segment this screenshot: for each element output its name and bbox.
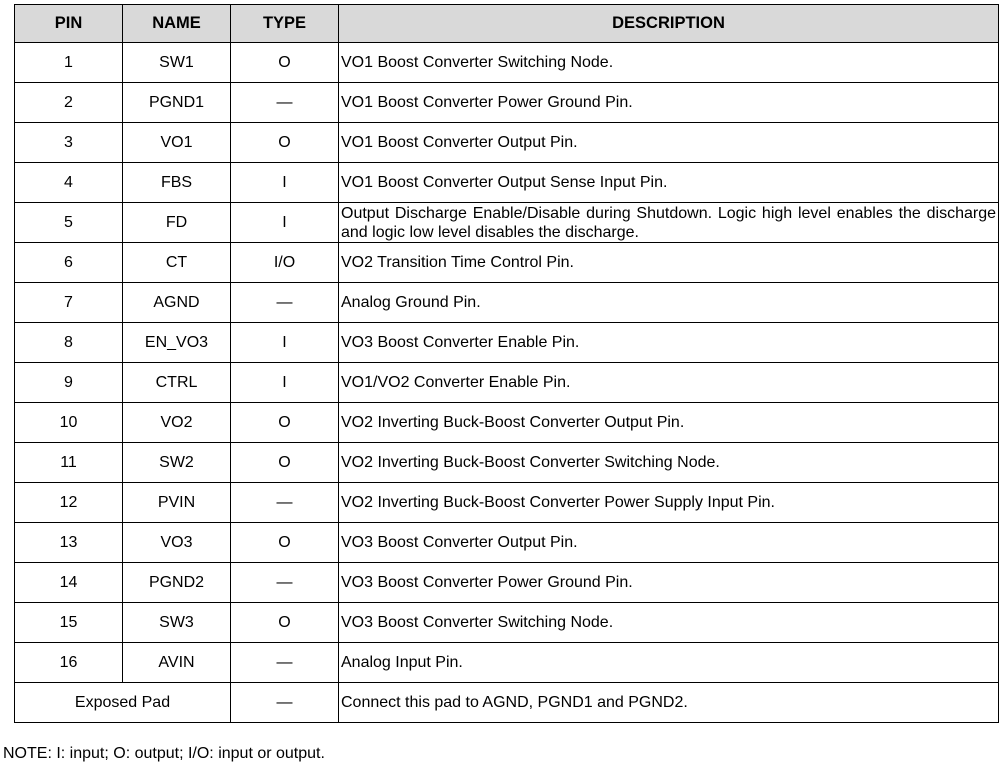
- pin-description: VO1 Boost Converter Output Sense Input Pin.: [339, 163, 999, 203]
- table-body: [15, 43, 999, 723]
- table-row: [15, 403, 999, 443]
- pin-description: VO3 Boost Converter Output Pin.: [339, 523, 999, 563]
- header-row: [15, 5, 999, 43]
- pin-type: O: [231, 523, 339, 563]
- pin-number: 11: [15, 443, 123, 483]
- pin-number: 5: [15, 203, 123, 243]
- pin-type: I: [231, 323, 339, 363]
- pin-type: —: [231, 563, 339, 603]
- pin-name: VO1: [123, 123, 231, 163]
- pin-description: VO3 Boost Converter Enable Pin.: [339, 323, 999, 363]
- pin-description: VO2 Inverting Buck-Boost Converter Output Pin.: [339, 403, 999, 443]
- table-row: [15, 603, 999, 643]
- pin-type: O: [231, 403, 339, 443]
- exposed-pad-description: Connect this pad to AGND, PGND1 and PGND2.: [339, 683, 999, 723]
- pin-number: 15: [15, 603, 123, 643]
- pin-description: Analog Ground Pin.: [339, 283, 999, 323]
- pin-number: 2: [15, 83, 123, 123]
- pin-description: VO1 Boost Converter Output Pin.: [339, 123, 999, 163]
- header-description: DESCRIPTION: [339, 5, 999, 43]
- table-row: [15, 83, 999, 123]
- table-row: [15, 443, 999, 483]
- pin-name: VO2: [123, 403, 231, 443]
- pin-number: 16: [15, 643, 123, 683]
- pin-description: VO1/VO2 Converter Enable Pin.: [339, 363, 999, 403]
- table-note: NOTE: I: input; O: output; I/O: input or output.: [3, 745, 325, 762]
- table-row: [15, 243, 999, 283]
- table-row: [15, 163, 999, 203]
- pin-description: VO2 Inverting Buck-Boost Converter Switching Node.: [339, 443, 999, 483]
- pin-name: PVIN: [123, 483, 231, 523]
- header-pin: PIN: [15, 5, 123, 43]
- pin-number: 14: [15, 563, 123, 603]
- pin-name: SW2: [123, 443, 231, 483]
- pin-name: EN_VO3: [123, 323, 231, 363]
- pin-type: O: [231, 443, 339, 483]
- pin-number: 7: [15, 283, 123, 323]
- pin-description: VO2 Inverting Buck-Boost Converter Power Supply Input Pin.: [339, 483, 999, 523]
- table-row: [15, 363, 999, 403]
- pin-description: VO2 Transition Time Control Pin.: [339, 243, 999, 283]
- pin-number: 6: [15, 243, 123, 283]
- exposed-pad-type: —: [231, 683, 339, 723]
- pin-type: —: [231, 643, 339, 683]
- pin-type: O: [231, 123, 339, 163]
- table-header: [15, 5, 999, 43]
- pin-description: Analog Input Pin.: [339, 643, 999, 683]
- table-row: [15, 323, 999, 363]
- pin-name: FD: [123, 203, 231, 243]
- pin-number: 12: [15, 483, 123, 523]
- pin-number: 9: [15, 363, 123, 403]
- pin-description: Output Discharge Enable/Disable during Shutdown. Logic high level enables the discharge and logic low level disables the discharge.: [339, 203, 999, 243]
- table-row: [15, 283, 999, 323]
- table-row: [15, 483, 999, 523]
- exposed-pad-label: Exposed Pad: [15, 683, 231, 723]
- pin-name: AGND: [123, 283, 231, 323]
- pin-name: SW3: [123, 603, 231, 643]
- pin-description: VO1 Boost Converter Switching Node.: [339, 43, 999, 83]
- pin-type: —: [231, 283, 339, 323]
- pin-type: I: [231, 363, 339, 403]
- pin-name: PGND2: [123, 563, 231, 603]
- pin-description: VO1 Boost Converter Power Ground Pin.: [339, 83, 999, 123]
- pin-name: PGND1: [123, 83, 231, 123]
- table-row: [15, 563, 999, 603]
- pin-name: FBS: [123, 163, 231, 203]
- pin-name: CT: [123, 243, 231, 283]
- pin-number: 3: [15, 123, 123, 163]
- pin-number: 4: [15, 163, 123, 203]
- table-row: [15, 523, 999, 563]
- pin-name: CTRL: [123, 363, 231, 403]
- pin-type: —: [231, 83, 339, 123]
- pin-type: I: [231, 163, 339, 203]
- pin-number: 13: [15, 523, 123, 563]
- pin-name: SW1: [123, 43, 231, 83]
- pin-number: 10: [15, 403, 123, 443]
- table-row: [15, 203, 999, 243]
- table-row: [15, 643, 999, 683]
- pin-type: I/O: [231, 243, 339, 283]
- pin-description: VO3 Boost Converter Switching Node.: [339, 603, 999, 643]
- table-row: [15, 123, 999, 163]
- pin-type: I: [231, 203, 339, 243]
- pin-name: AVIN: [123, 643, 231, 683]
- pin-type: —: [231, 483, 339, 523]
- pin-number: 8: [15, 323, 123, 363]
- header-name: NAME: [123, 5, 231, 43]
- pin-name: VO3: [123, 523, 231, 563]
- pin-description: VO3 Boost Converter Power Ground Pin.: [339, 563, 999, 603]
- exposed-pad-row: [15, 683, 999, 723]
- header-type: TYPE: [231, 5, 339, 43]
- pin-number: 1: [15, 43, 123, 83]
- pin-description-table: [14, 4, 999, 723]
- pin-type: O: [231, 43, 339, 83]
- table-row: [15, 43, 999, 83]
- pin-type: O: [231, 603, 339, 643]
